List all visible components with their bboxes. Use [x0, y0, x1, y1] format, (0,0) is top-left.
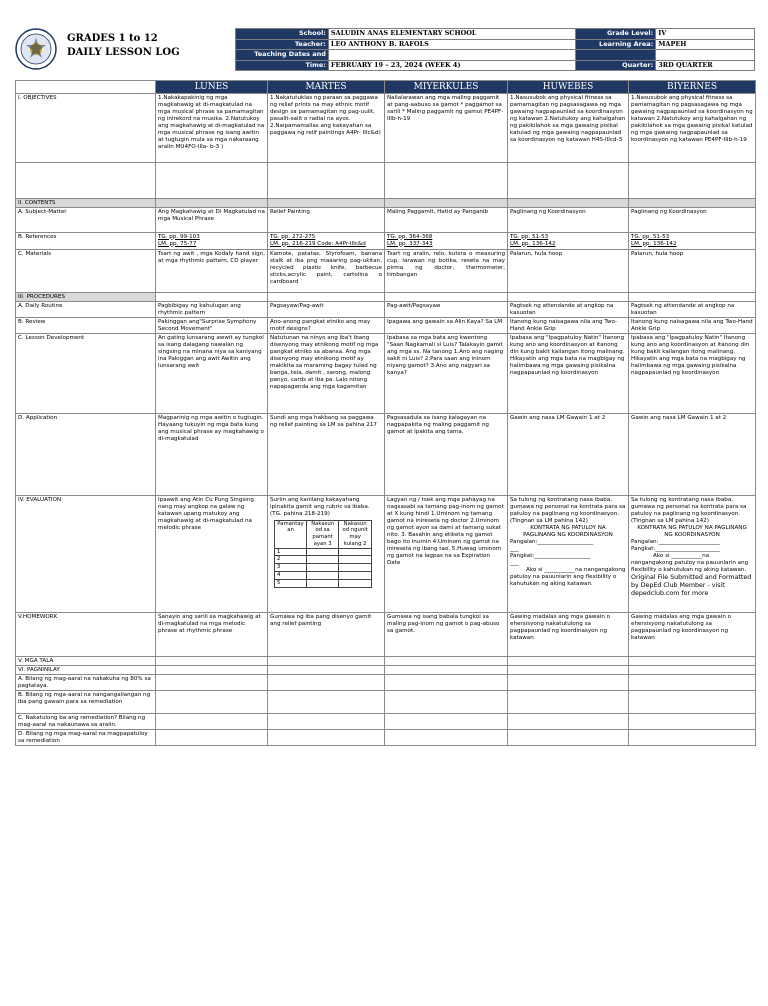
references-row	[16, 233, 756, 250]
rubric-row: 5	[275, 579, 307, 587]
review-thursday: Itanong kung naisagawa nila ang Two-Hand Ankle Grip	[508, 318, 629, 334]
rubric-row: 2	[275, 556, 307, 564]
application-monday: Magparinig ng mga awitin o tugtugin. Hayaang tukuyin ng mga bata kung ang musical phrase ay magkahawig o di-magkatulad	[156, 414, 268, 496]
ref-thursday-tg[interactable]: TG. pp. 51-53	[510, 233, 549, 240]
reflection-c-row	[16, 714, 756, 730]
subject-tuesday: Relief Painting	[268, 208, 385, 233]
pagninilay-label: VI. PAGNINILAY	[16, 666, 156, 675]
reflection-a-row	[16, 675, 756, 691]
rubric-table	[274, 520, 372, 588]
lesson-wednesday: Ipabasa sa mga bata ang kwentong "Saan Nagkamali si Luis? Talakayin gamit ang mga ss. Na tanong 1.Ano ang naging sakit ni Luis? 2.Para saan ang ininom niyang gamot? 3.Ano ang nagyari sa kanya?	[385, 334, 508, 414]
routine-thursday: Pagtsek ng attendande at angkop na kasuotan	[508, 302, 629, 318]
contract-name-field: Pangalan:____________________	[510, 538, 594, 545]
document-header	[15, 28, 755, 70]
evaluation-thursday	[508, 496, 629, 613]
grade-value: IV	[656, 29, 755, 40]
homework-friday: Gawing madalas ang mga gawain o ehersisyong nakatutulong sa pagpapaunlad ng koordinasyon ng katawan	[629, 613, 756, 657]
review-friday: Itanong kung naisagawa nila ang Two-Hand Ankle Grip	[629, 318, 756, 334]
ref-tuesday-tg[interactable]: TG. pp. 272-275	[270, 233, 316, 240]
homework-tuesday: Gumawa ng iba pang disenyo gamit ang relief painting	[268, 613, 385, 657]
review-wednesday: Ipagawa ang gawain sa Alin Kaya? Sa LM	[385, 318, 508, 334]
application-wednesday: Pagsasadula sa isang kalagayan na nagpapakita ng maling paggamit ng gamot at ipakita ang tama.	[385, 414, 508, 496]
routine-friday: Pagtsek ng attendande at angkop na kasuotan	[629, 302, 756, 318]
dates-label-line2: Time:	[236, 60, 329, 71]
review-row	[16, 318, 756, 334]
contract-section-field: Pangkat:_______________________	[631, 545, 720, 552]
evaluation-monday: Ipaawit ang Atin Cu Pung Singsing nang may angkop na galaw ng katawan upang matukoy ang magkahawig at di-magkatulad na melodic phrase	[156, 496, 268, 613]
contract-pledge: nangangakong patuloy na pauunlarin ang flexibility o kahutukan ng aking katawan.	[631, 559, 749, 573]
contract-ref: (Tingnan sa LM pahina 142)	[510, 517, 588, 524]
contract-section-field: Pangkat:____________________	[510, 552, 591, 559]
rubric-row: 4	[275, 572, 307, 580]
mga-tala-row	[16, 657, 756, 666]
ref-monday	[156, 233, 268, 250]
materials-thursday: Palarun, hula hoop	[508, 250, 629, 293]
contract-intro: Sa tulong ng kontratang nasa ibaba, gumawa ng personal na kontrata para sa patuloy na paglinang ng koordinasyon.	[510, 496, 626, 517]
evaluation-row	[16, 496, 756, 613]
daily-routine-label: A. Daily Routine	[16, 302, 156, 318]
contract-title-1: KONTRATA NG PATULOY NA PAGLINANG	[637, 524, 747, 531]
evaluation-label: IV. EVALUATION	[16, 496, 156, 613]
subject-friday: Paglinang ng Koordinasyon	[629, 208, 756, 233]
routine-monday: Pagbibigay ng kahulugan ang rhythmic pattern	[156, 302, 268, 318]
title-grades: GRADES 1 to 12	[67, 33, 158, 44]
reflection-b-label: B. Bilang ng mga-aaral na nangangailangan ng iba pang gawain para sa remediation	[16, 691, 156, 714]
application-label: D. Application	[16, 414, 156, 496]
procedures-label: III. PROCEDURES	[16, 293, 156, 302]
document-title	[67, 32, 180, 60]
lesson-friday: Ipabasa ang "Ipagpatuloy Natin" Itanong kung ano ang koordinasyon at itanong din kung bakit kailangan itong malinang. Hikayatin ang mga bata na magbigay ng halimbawa ng mga gawaing pisikalna nagpapaunlad ng koordinasyon	[629, 334, 756, 414]
day-tuesday: MARTES	[268, 81, 385, 94]
contract-title-2: NG KOORDINASYON	[664, 531, 720, 538]
ref-wednesday-tg[interactable]: TG. pp. 364-368	[387, 233, 433, 240]
homework-wednesday: Gumawa ng isang babala tungkol sa maling pag-inom ng gamot o pag-abuso sa gamot.	[385, 613, 508, 657]
lesson-log-table	[15, 80, 756, 746]
evaluation-friday	[629, 496, 756, 613]
contract-section-field-cont: ___	[510, 559, 519, 566]
review-label: B. Review	[16, 318, 156, 334]
ref-thursday	[508, 233, 629, 250]
contract-ref: (Tingnan sa LM pahina 142)	[631, 517, 709, 524]
objective-tuesday: 1.Nakatutuklas ng paraan sa paggawa ng relief prints na may ethnic motif design sa pamamagitan ng pag-uulit, pasalit-salit o radial na ayos. 2.Naipamamallas ang kakayahan sa paggawa ng relif paintings A4Pr- IIIc&d)	[268, 94, 385, 163]
ref-thursday-lm[interactable]: LM. pp. 136-142	[510, 240, 556, 247]
pagninilay-row	[16, 666, 756, 675]
daily-routine-row	[16, 302, 756, 318]
homework-monday: Sanayin ang sarili sa magkahawig at di-magkatulad na mga melodic phrase at rhythmic phrase	[156, 613, 268, 657]
subject-matter-row	[16, 208, 756, 233]
objectives-label: I. OBJECTIVES	[16, 94, 156, 163]
reflection-c-label: C. Nakatulong ba ang remediation? Bilang ng mag-aaral na nakaunawa sa aralin.	[16, 714, 156, 730]
homework-label: V.HOMEWORK	[16, 613, 156, 657]
contract-name-field-cont: ___	[510, 545, 519, 552]
teacher-value: LEO ANTHONY B. RAFOLS	[328, 39, 575, 50]
teacher-label: Teacher:	[236, 39, 329, 50]
materials-wednesday: Tsart ng aralin, relo, kutsra o measuring cup, larawan ng botika, reseta na may pirma ng doctor, thermometer, timbangan	[385, 250, 508, 293]
rubric-row: 3	[275, 564, 307, 572]
ref-wednesday	[385, 233, 508, 250]
homework-thursday: Gawing madalas ang mga gawain o ehersisyong nakatutulong sa pagpapaunlad ng koordinasyon ng katawan	[508, 613, 629, 657]
contents-label: II. CONTENTS	[16, 199, 156, 208]
contents-row	[16, 199, 756, 208]
rubric-header-3: Nakasun od sa pamant ayan 3	[307, 520, 339, 548]
application-friday: Gawin ang nasa LM Gawain 1 at 2	[629, 414, 756, 496]
day-thursday: HUWEBES	[508, 81, 629, 94]
subject-thursday: Paglinang ng Koordinasyon	[508, 208, 629, 233]
contract-title-2: PAGLINANG NG KOORDINASYON	[523, 531, 613, 538]
contract-intro: Sa tulong ng kontratang nasa ibaba, gumawa ng personal na kontrata para sa patuloy na paglinang ng koordinasyon.	[631, 496, 747, 517]
objective-thursday: 1.Nasusubok ang physical fitness sa pamamagitan ng pagsasagawa ng mga gawaing nagpapaunlad sa koordinasyon ng katawan 2.Natutukoy ang kahalgahan ng pakikilahok sa mga gawaing pisikal katulad ng mga gawaing nagpapaunlad sa koordinasyon ng katawan H4S-IIIcd-3	[508, 94, 629, 163]
mga-tala-label: V. MGA TALA	[16, 657, 156, 666]
day-friday: BIYERNES	[629, 81, 756, 94]
contract-name-field: Pangalan:______________________	[631, 538, 721, 545]
reflection-d-row	[16, 730, 756, 746]
ref-friday-lm[interactable]: LM. pp. 136-142	[631, 240, 677, 247]
lesson-monday: An gating lunsarang awwit ay tungkol sa isang dalagang nawalan ng singsing na minana niya sa kaniyang ina Pakiggan ang awit Awitin ang lunsarang awit	[156, 334, 268, 414]
ref-monday-tg[interactable]: TG. pp. 99-103	[158, 233, 200, 240]
school-value: SALUDIN ANAS ELEMENTARY SCHOOL	[328, 29, 575, 40]
quarter-label: Quarter:	[576, 60, 656, 71]
materials-row	[16, 250, 756, 293]
day-header-row	[16, 81, 756, 94]
reflection-a-label: A. Bilang ng mag-aaral na nakakuha ng 80% sa pagtataya.	[16, 675, 156, 691]
references-label: B. References	[16, 233, 156, 250]
evaluation-tuesday-intro: Suriin ang kanilang kakayahang ipinakita gamit ang rubric sa ibaba. (TG. pahina 218-219)	[270, 496, 370, 517]
daily-lesson-log-page	[15, 28, 755, 744]
contract-title-1: KONTRATA NG PATULOY NA	[530, 524, 606, 531]
header-info-grid	[235, 28, 755, 71]
ref-friday-tg[interactable]: TG. pp. 51-53	[631, 233, 670, 240]
review-tuesday: Ano-anong pangkat etniko ang may motif designs?	[268, 318, 385, 334]
rubric-row: 1	[275, 548, 307, 556]
subject-monday: Ang Magkahawig at Di Magkatulad na mga Musical Phrase	[156, 208, 268, 233]
objective-monday: 1.Nakakapakinig ng mga magkahawig at di-magkatulad na mga musical phrase sa pamamagitan ng inirekord na musika. 2.Natutukoy ang magkahawig at di-magkatulad na mga musical phrase ng isang awitin at tugtugin mula sa mga nakaraang aralin MU4FO-IIIa- b-3 )	[156, 94, 268, 163]
evaluation-wednesday: Lagyan ng / tsek ang mga pahayag na nagsasabi sa tamang pag-inom ng gamot at X kung hindi 1.Uminom ng tamang gamot na inireseta ng doctor 2.Uminom ng gamot ayon sa dami at tamang sukat nito. 3. Basahin ang etiketa ng gamot bago ito inumin 4.Uminom ng gamot na inireseta ng ibang tao. 5.Huwag uminom ng gamot na lagpas na sa Expiration Date	[385, 496, 508, 613]
deped-seal-icon	[15, 28, 57, 70]
application-tuesday: Sundi ang mga hakbang sa paggawa ng relief painting sa LM sa pahina 217	[268, 414, 385, 496]
lesson-tuesday: Natutunan na ninyo ang iba't ibang disenyong may etnikong motif ng mga pangkat etniko sa abansa. Ang mga disenyong may etnikong motif ay makikita sa maraming bagay tulad ng banga, tela, damit , sarong, malong panyo, cards at iba pa. Lalo nitong napapaganda ang mga kagamitan	[268, 334, 385, 414]
contract-pledge: Ako si ___________na nangangakong patuloy na pauunlarin ang flexibility o kahutukan ng aking katawan.	[510, 566, 626, 587]
lesson-development-label: C. Lesson Development	[16, 334, 156, 414]
contract-pledge-start: Ako si ___________na	[653, 552, 710, 559]
grade-label: Grade Level:	[576, 29, 656, 40]
ref-friday	[629, 233, 756, 250]
dates-label-line1: Teaching Dates and	[236, 50, 329, 61]
lesson-development-row	[16, 334, 756, 414]
area-value: MAPEH	[656, 39, 755, 50]
rubric-header-criteria: Pamantay an	[275, 520, 307, 548]
rubric-header-2: Nakasun od ngunit may kulang 2	[339, 520, 372, 548]
title-dll: DAILY LESSON LOG	[67, 47, 180, 58]
objectives-spacer-row	[16, 163, 756, 199]
objective-friday: 1.Nasusubok ang physical fitness sa pamamagitan ng pagsasagawa ng mga gawaing nagpapaunlad sa koordinasyon ng katawan 2.Natutukoy ang kahalgahan ng pakikilahok sa mga gawaing pisikal katulad ng mga gawaing nagpapaunlad sa koordinasyon ng katawan PE4PF-IIIb-h-19	[629, 94, 756, 163]
quarter-value: 3RD QUARTER	[656, 60, 755, 71]
evaluation-tuesday	[268, 496, 385, 613]
materials-tuesday: Kamote, patatas, Styrofoam, banana stalk at iba png maaaring pag-ukitan, recycled plastic knife, barbecue sticks,acrylic paint, cartolina o cardboard	[268, 250, 385, 293]
ref-tuesday	[268, 233, 385, 250]
school-label: School:	[236, 29, 329, 40]
ref-tuesday-lm[interactable]: LM. pp. 216-219 Code: A4Pr-IIIc&d	[270, 240, 366, 247]
review-monday: Pakinggan ang"Surprise Symphony Second Movement"	[156, 318, 268, 334]
routine-tuesday: Pagsayaw/Pag-awit	[268, 302, 385, 318]
application-thursday: Gawin ang nasa LM Gawain 1 at 2	[508, 414, 629, 496]
day-monday: LUNES	[156, 81, 268, 94]
objective-wednesday: Nailalarawan ang mga maling paggamit at pang-aabuso sa gamot * paggamot sa sarili * Maling paggamit ng gamut PE4PF-IIIb-h-19	[385, 94, 508, 163]
ref-wednesday-lm[interactable]: LM. pp. 337-343	[387, 240, 433, 247]
application-row	[16, 414, 756, 496]
area-label: Learning Area:	[576, 39, 656, 50]
dates-value: FEBRUARY 19 – 23, 2024 (WEEK 4)	[328, 60, 575, 71]
subject-wednesday: Maling Paggamit, Hatid ay Panganib	[385, 208, 508, 233]
materials-monday: Tsart ng awit , mga Kodaly hand sign, at mga rhythmic pattern, CD player	[156, 250, 268, 293]
reflection-b-row	[16, 691, 756, 714]
subject-matter-label: A. Subject-Matter	[16, 208, 156, 233]
depedclub-watermark: Original File Submitted and Formatted by DepEd Club Member - visit depedclub.com for more	[631, 573, 752, 597]
procedures-row	[16, 293, 756, 302]
lesson-thursday: Ipabasa ang "Ipagpatuloy Natin" Itanong kung ano ang koordinasyon at itanong din kung bakit kailangan itong malinang. Hikayatin ang mga bata na magbigay ng halimbawa ng mga gawaing pisikalna nagpapaunlad ng koordinasyon	[508, 334, 629, 414]
materials-label: C. Materials	[16, 250, 156, 293]
objectives-row	[16, 94, 756, 163]
day-wednesday: MIYERKULES	[385, 81, 508, 94]
homework-row	[16, 613, 756, 657]
materials-friday: Palarun, hula hoop	[629, 250, 756, 293]
ref-monday-lm[interactable]: LM. pp. 75-77	[158, 240, 197, 247]
routine-wednesday: Pag-awit/Pagsayaw	[385, 302, 508, 318]
reflection-d-label: D. Bilang ng mga mag-aaral na magpapatuloy sa remediation	[16, 730, 156, 746]
